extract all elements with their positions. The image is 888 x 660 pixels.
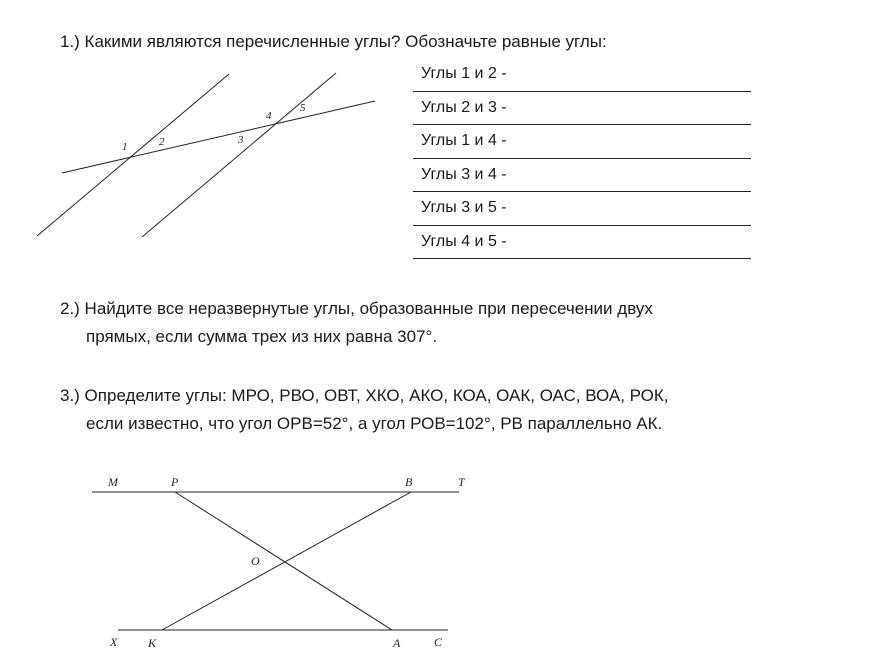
- row-label: Углы 2 и 3 -: [421, 98, 507, 116]
- point-label-A: A: [393, 636, 401, 650]
- point-label-B: B: [405, 475, 413, 489]
- point-label-X: X: [110, 635, 118, 649]
- angle-label-4: 4: [266, 110, 272, 122]
- figure-3: [92, 492, 459, 630]
- question-3-line-2: если известно, что угол ОРВ=52°, а угол РОВ=102°, РВ параллельно АК.: [86, 414, 663, 433]
- figure-1: [37, 73, 375, 237]
- row-label: Углы 1 и 2 -: [421, 65, 507, 82]
- point-label-T: T: [458, 475, 465, 489]
- segment-BK: [162, 492, 411, 630]
- question-3-line-1: 3.) Определите углы: МРО, РВО, ОВТ, ХКО, АКО, КОА, ОАК, ОАС, ВОА, РОК,: [60, 386, 669, 405]
- point-label-C: C: [434, 635, 443, 649]
- angle-label-3: 3: [238, 134, 244, 146]
- angle-label-2: 2: [159, 136, 165, 148]
- angle-label-1: 1: [122, 141, 128, 153]
- parallel-line-right: [142, 73, 336, 237]
- row-label: Углы 3 и 4 -: [421, 165, 507, 183]
- angle-label-5: 5: [300, 102, 306, 114]
- transversal-line: [62, 101, 375, 173]
- question-2-line-2: прямых, если сумма трех из них равна 307°.: [86, 327, 438, 346]
- point-label-P: P: [171, 475, 179, 489]
- row-label: Углы 1 и 4 -: [421, 132, 507, 149]
- segment-PA: [175, 492, 392, 630]
- row-label: Углы 4 и 5 -: [421, 232, 507, 250]
- parallel-line-left: [37, 74, 229, 236]
- point-label-M: M: [108, 475, 118, 489]
- row-label: Углы 3 и 5 -: [421, 199, 507, 216]
- question-1-text: 1.) Какими являются перечисленные углы? Обозначьте равные углы:: [60, 32, 607, 51]
- point-label-O: O: [251, 554, 260, 568]
- point-label-K: K: [148, 636, 157, 650]
- question-2-line-1: 2.) Найдите все неразвернутые углы, образованные при пересечении двух: [60, 299, 653, 318]
